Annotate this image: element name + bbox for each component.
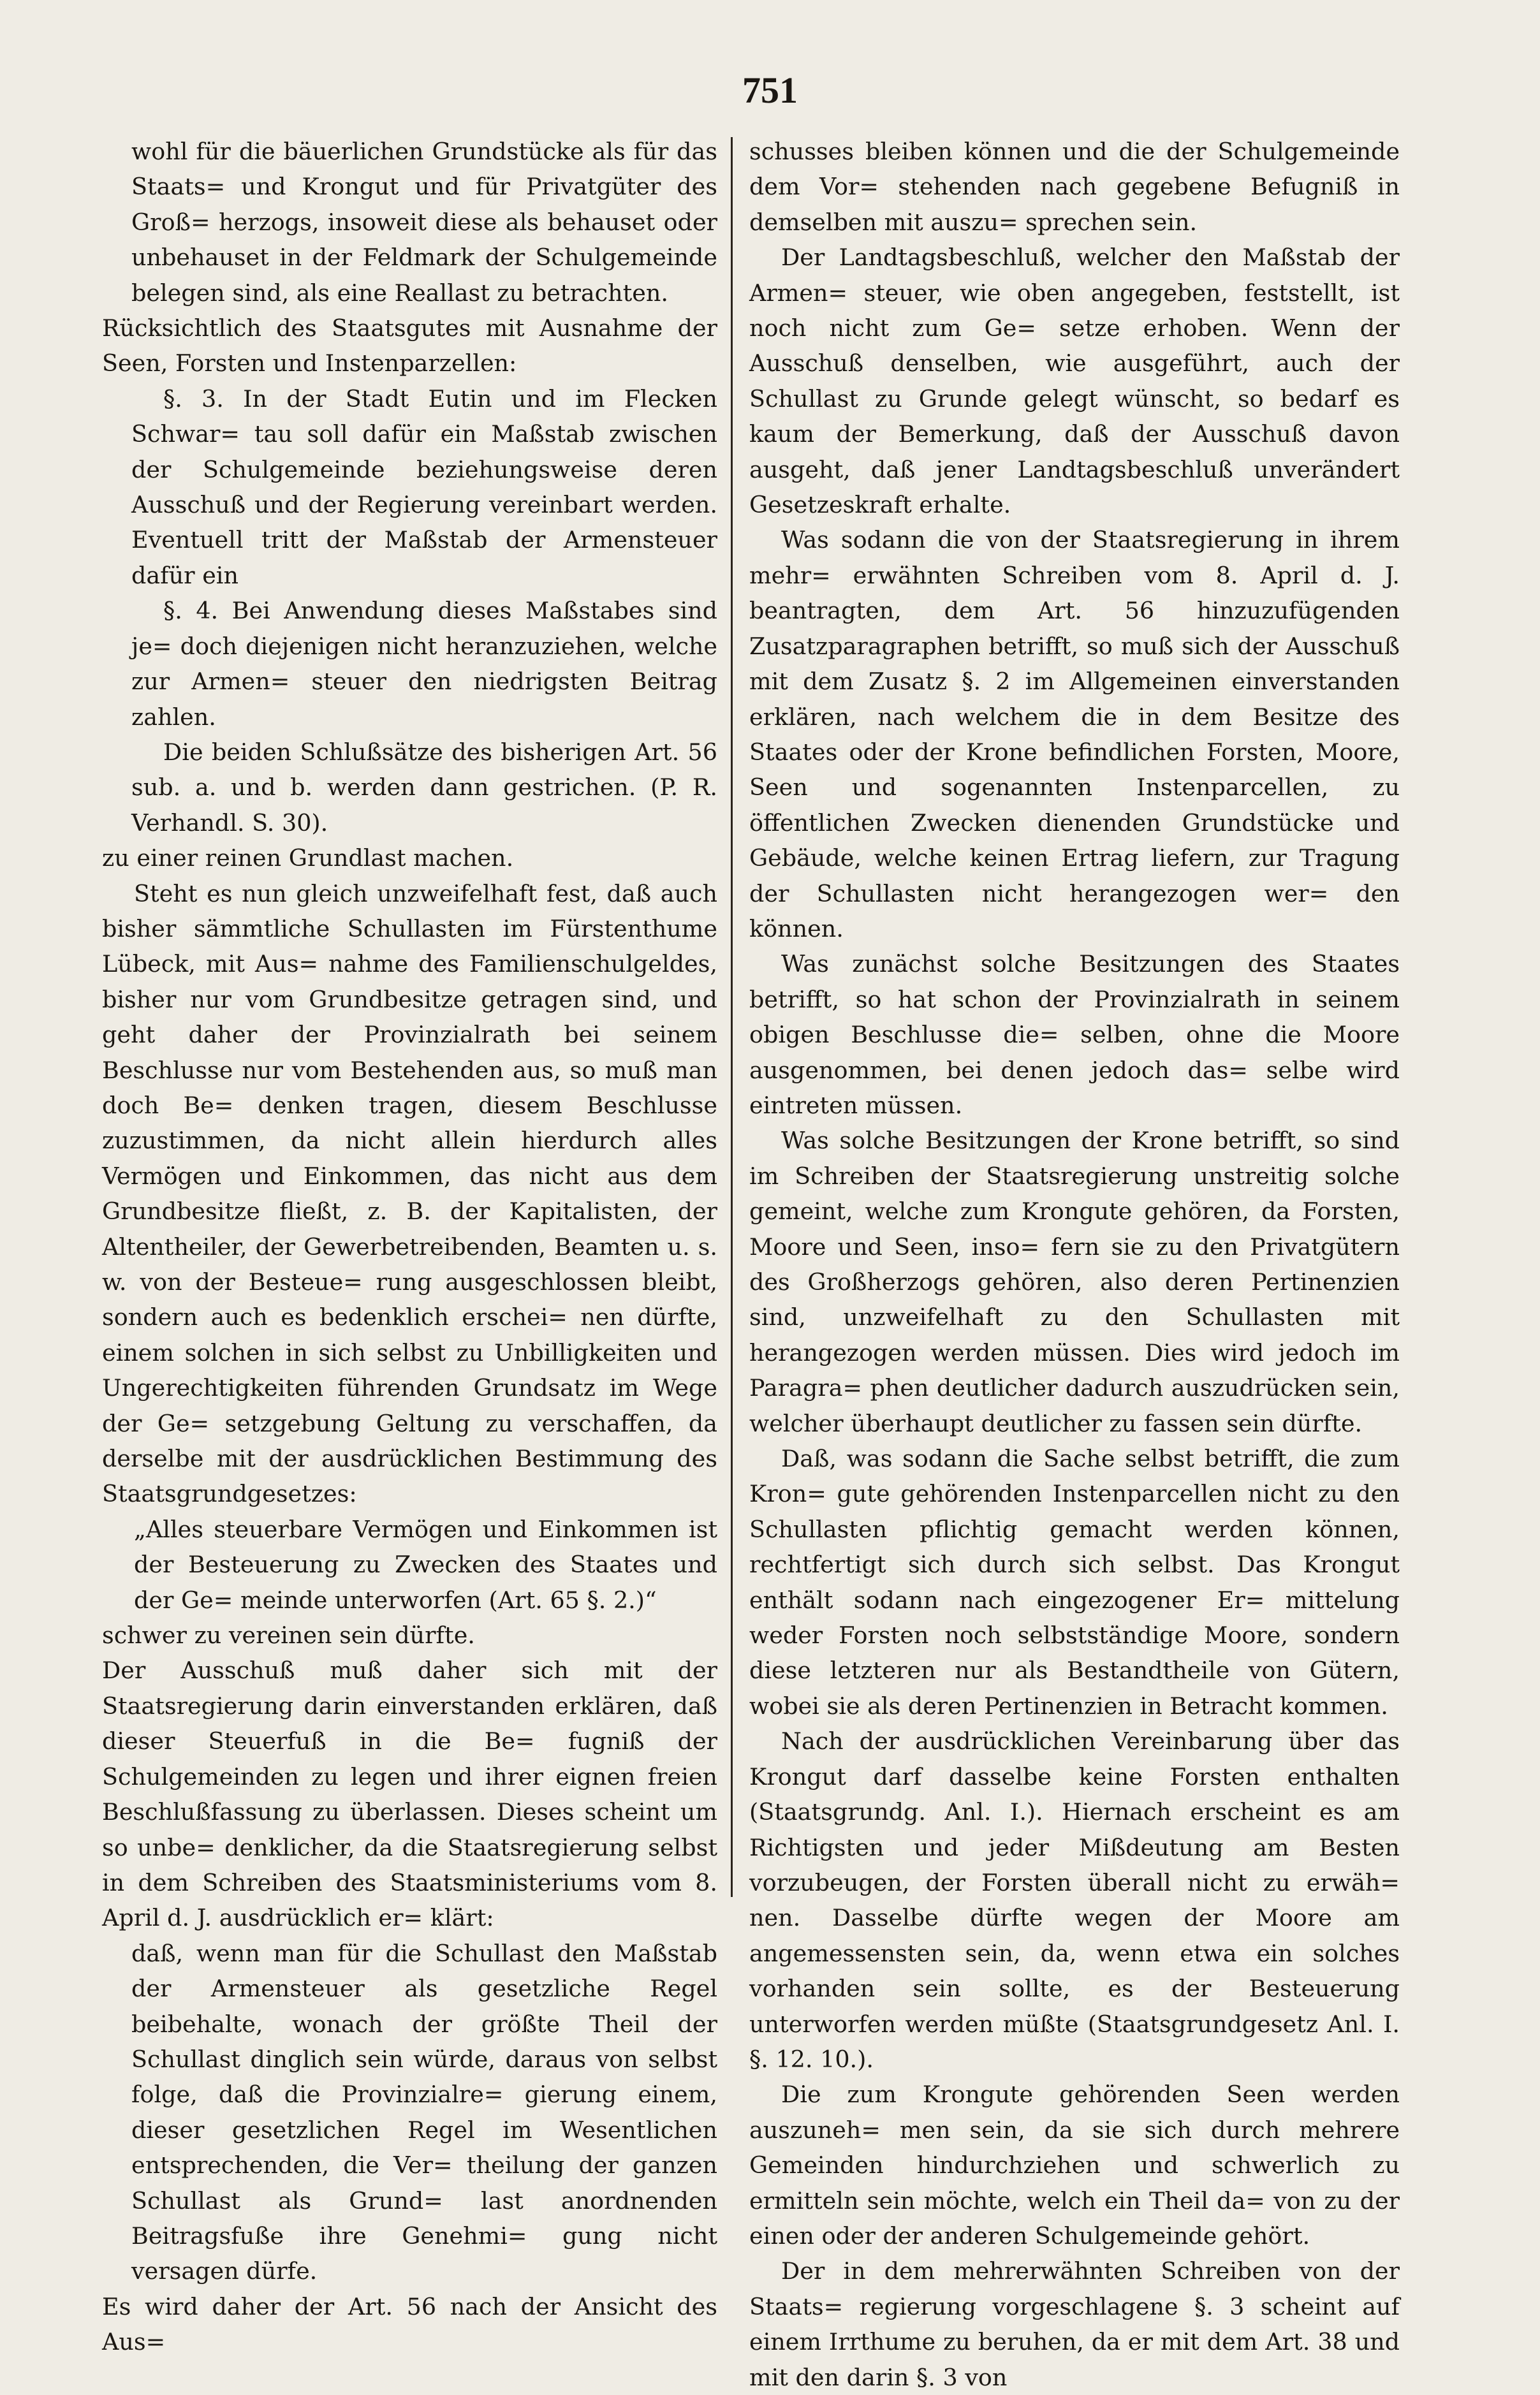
paragraph: Die beiden Schlußsätze des bisherigen Art. 56 sub. a. und b. werden dann gestrichen. (P. R. Verhandl. S. 30). bbox=[131, 738, 717, 837]
block-quote: „Alles steuerbare Vermögen und Einkommen ist der Besteuerung zu Zwecken des Staates und der Ge= meinde unterworfen (Art. 65 §. 2.)“ bbox=[134, 1515, 717, 1614]
paragraph: Was solche Besitzungen der Krone betrifft, so sind im Schreiben der Staatsregierung unstreitig solche gemeint, welche zum Krongute gehören, da Forsten, Moore und Seen, inso= fern sie zu den Privatgütern des Großherzogs gehören, also deren Pertinenzien sind, unzweifelhaft zu den Schullasten mit herangezogen werden müssen. Dies wird jedoch im Paragra= phen deutlicher dadurch auszudrücken sein, welcher überhaupt deutlicher zu fassen sein dürfte. bbox=[749, 1127, 1400, 1437]
paragraph: Was sodann die von der Staatsregierung in ihrem mehr= erwähnten Schreiben vom 8. April d. J. beantragten, dem Art. 56 hinzuzufügenden Zusatzparagraphen betrifft, so muß sich der Ausschuß mit dem Zusatz §. 2 im Allgemeinen einverstanden erklären, nach welchem die in dem Besitze des Staates oder der Krone befindlichen Forsten, Moore, Seen und sogenannten Instenparcellen, zu öffentlichen Zwecken dienenden Grundstücke und Gebäude, welche keinen Ertrag liefern, zur Tragung der Schullasten nicht herangezogen wer= den können. bbox=[749, 526, 1400, 942]
paragraph: §. 3. In der Stadt Eutin und im Flecken Schwar= tau soll dafür ein Maßstab zwischen der Schulgemeinde beziehungsweise deren Ausschuß und der Regierung vereinbart werden. Eventuell tritt der Maßstab der Armensteuer dafür ein bbox=[131, 385, 717, 589]
paragraph: Es wird daher der Art. 56 nach der Ansicht des Aus= bbox=[102, 2292, 717, 2356]
paragraph: Steht es nun gleich unzweifelhaft fest, daß auch bisher sämmtliche Schullasten im Fürstenthume Lübeck, mit Aus= nahme des Familienschulgeldes, bisher nur vom Grundbesitze getragen sind, und geht daher der Provinzialrath bei seinem Beschlusse nur vom Bestehenden aus, so muß man doch Be= denken tragen, diesem Beschlusse zuzustimmen, da nicht allein hierdurch alles Vermögen und Einkommen, das nicht aus dem Grundbesitze fließt, z. B. der Kapitalisten, der Altentheiler, der Gewerbetreibenden, Beamten u. s. w. von der Besteue= rung ausgeschlossen bleibt, sondern auch es bedenklich erschei= nen dürfte, einem solchen in sich selbst zu Unbilligkeiten und Ungerechtigkeiten führenden Grundsatz im Wege der Ge= setzgebung Geltung zu verschaffen, da derselbe mit der ausdrücklichen Bestimmung des Staatsgrundgesetzes: bbox=[102, 879, 717, 1508]
paragraph: Daß, was sodann die Sache selbst betrifft, die zum Kron= gute gehörenden Instenparcellen nicht zu den Schullasten pflichtig gemacht werden können, rechtfertigt sich durch sich selbst. Das Krongut enthält sodann nach eingezogener Er= mittelung weder Forsten noch selbstständige Moore, sondern diese letzteren nur als Bestandtheile von Gütern, wobei sie als deren Pertinenzien in Betracht kommen. bbox=[749, 1445, 1400, 1720]
left-column bbox=[102, 134, 717, 2356]
paragraph: zu einer reinen Grundlast machen. bbox=[102, 844, 514, 872]
paragraph: Rücksichtlich des Staatsgutes mit Ausnahme der Seen, Forsten und Instenparzellen: bbox=[102, 314, 717, 377]
paragraph: Die zum Krongute gehörenden Seen werden auszuneh= men sein, da sie sich durch mehrere Gemeinden hindurchziehen und schwerlich zu ermitteln sein möchte, welch ein Theil da= von zu der einen oder der anderen Schulgemeinde gehört. bbox=[749, 2081, 1400, 2250]
paragraph: Der Ausschuß muß daher sich mit der Staatsregierung darin einverstanden erklären, daß dieser Steuerfuß in die Be= fugniß der Schulgemeinden zu legen und ihrer eignen freien Beschlußfassung zu überlassen. Dieses scheint um so unbe= denklicher, da die Staatsregierung selbst in dem Schreiben des Staatsministeriums vom 8. April d. J. ausdrücklich er= klärt: bbox=[102, 1657, 717, 1932]
paragraph: wohl für die bäuerlichen Grundstücke als für das Staats= und Krongut und für Privatgüter des Groß= herzogs, insoweit diese als behauset oder unbehauset in der Feldmark der Schulgemeinde belegen sind, als eine Reallast zu betrachten. bbox=[131, 138, 717, 307]
paragraph: §. 4. Bei Anwendung dieses Maßstabes sind je= doch diejenigen nicht heranzuziehen, welche zur Armen= steuer den niedrigsten Beitrag zahlen. bbox=[131, 597, 717, 731]
right-column bbox=[749, 134, 1400, 2391]
quoted-paragraph: daß, wenn man für die Schullast den Maßstab der Armensteuer als gesetzliche Regel beibehalte, wonach der größte Theil der Schullast dinglich sein würde, daraus von selbst folge, daß die Provinzialre= gierung einem, dieser gesetzlichen Regel im Wesentlichen entsprechenden, die Ver= theilung der ganzen Schullast als Grund= last anordnenden Beitragsfuße ihre Genehmi= gung nicht versagen dürfe. bbox=[131, 1939, 717, 2285]
paragraph: schusses bleiben können und die der Schulgemeinde dem Vor= stehenden nach gegebene Befugniß in demselben mit auszu= sprechen sein. bbox=[749, 138, 1400, 236]
paragraph: Der in dem mehrerwähnten Schreiben von der Staats= regierung vorgeschlagene §. 3 scheint auf einem Irrthume zu beruhen, da er mit dem Art. 38 und mit den darin §. 3 von bbox=[749, 2257, 1400, 2391]
page-number: 751 bbox=[742, 70, 798, 111]
paragraph: Was zunächst solche Besitzungen des Staates betrifft, so hat schon der Provinzialrath in seinem obigen Beschlusse die= selben, ohne die Moore ausgenommen, bei denen jedoch das= selbe wird eintreten müssen. bbox=[749, 950, 1400, 1119]
paragraph: schwer zu vereinen sein dürfte. bbox=[102, 1622, 475, 1650]
paragraph: Nach der ausdrücklichen Vereinbarung über das Krongut darf dasselbe keine Forsten enthalten (Staatsgrundg. Anl. I.). Hiernach erscheint es am Richtigsten und jeder Mißdeutung am Besten vorzubeugen, der Forsten überall nicht zu erwäh= nen. Dasselbe dürfte wegen der Moore am angemessensten sein, da, wenn etwa ein solches vorhanden sein sollte, es der Besteuerung unterworfen werden müßte (Staatsgrundgesetz Anl. I. §. 12. 10.). bbox=[749, 1727, 1400, 2073]
paragraph: Der Landtagsbeschluß, welcher den Maßstab der Armen= steuer, wie oben angegeben, feststellt, ist noch nicht zum Ge= setze erhoben. Wenn der Ausschuß denselben, wie ausgeführt, auch der Schullast zu Grunde gelegt wünscht, so bedarf es kaum der Bemerkung, daß der Ausschuß davon ausgeht, daß jener Landtagsbeschluß unverändert Gesetzeskraft erhalte. bbox=[749, 244, 1400, 519]
column-divider bbox=[731, 137, 733, 1897]
